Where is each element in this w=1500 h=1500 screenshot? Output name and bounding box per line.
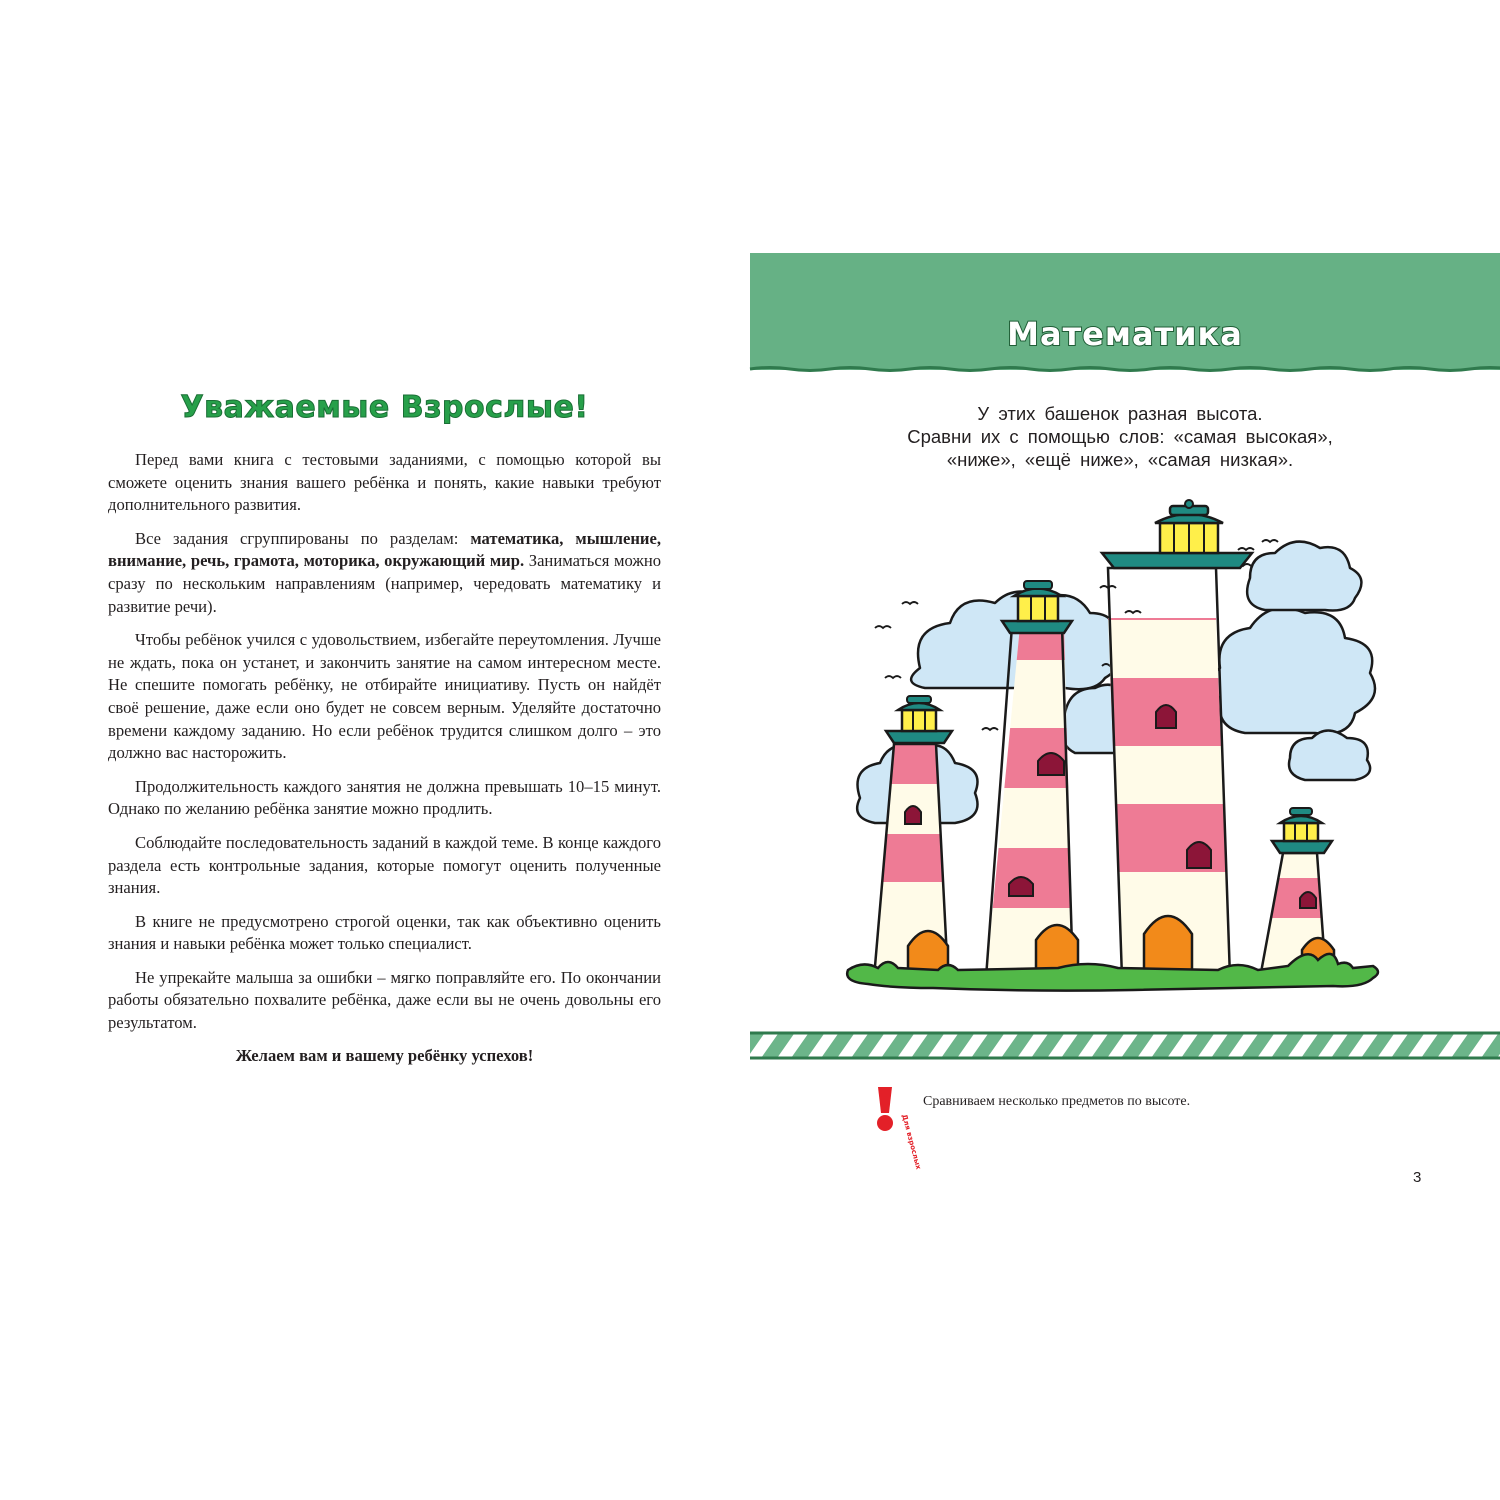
tower-tallest [1100,500,1252,988]
striped-divider [750,1031,1500,1061]
text-run: Не упрекайте малыша за ошибки – мягко поправляйте его. По окончании работы обязательно похвалите ребёнка, даже если вы не очень довольны его результатом. [108,967,661,1033]
intro-text [108,449,661,1035]
intro-paragraph [108,629,661,765]
intro-paragraph [108,911,661,956]
intro-paragraph [108,832,661,900]
text-run: В книге не предусмотрено строгой оценки, так как объективно оценить знания и навыки ребёнка может только специалист. [108,911,661,954]
lighthouses-illustration [840,498,1380,998]
for-adults-icon [872,1085,923,1171]
intro-paragraph [108,776,661,821]
header-wavy-edge [750,366,1500,374]
tower-third [870,696,955,988]
instruction-line: Сравни их с помощью слов: «самая высокая», [907,426,1333,447]
instruction-line: «ниже», «ещё ниже», «самая низкая». [946,449,1294,470]
section-header [750,253,1500,370]
section-title: Математика [1007,315,1243,353]
task-instruction [860,402,1380,471]
cloud [1247,542,1361,611]
cloud [1210,608,1375,734]
intro-paragraph [108,967,661,1035]
closing-wish: Желаем вам и вашему ребёнку успехов! [235,1045,534,1065]
page-number: 3 [1413,1169,1422,1186]
text-run: Перед вами книга с тестовыми заданиями, с помощью которой вы сможете оценить знания вашего ребёнка и понять, какие навыки требуют дополнительного развития. [108,450,661,515]
text-run: Чтобы ребёнок учился с удовольствием, избегайте переутомления. Лучше не ждать, пока он устанет, и закончить занятие на самом интересном месте. Не спешите помогать ребёнку, не отбирайте инициативу. Пусть он найдёт своё решение, даже если оно будет не совсем верным. Уделяйте достаточно времени каждому заданию. Но если ребёнок трудится слишком долго – это должно вас насторожить. [108,630,661,763]
left-page [108,390,661,1066]
bold-text: математика, мышление, внимание, речь, грамота, моторика, окружающий мир. [108,528,661,571]
cloud [1289,731,1370,781]
adult-note: Сравниваем несколько предметов по высоте. [923,1094,1191,1109]
page-title: Уважаемые Взрослые! [180,390,589,425]
text-run: Все задания сгруппированы по разделам: [135,528,471,548]
intro-paragraph [108,449,661,517]
text-run: Продолжительность каждого занятия не должна превышать 10–15 минут. Однако по желанию ребёнка занятие можно продлить. [108,776,661,819]
text-run: Соблюдайте последовательность заданий в каждой теме. В конце каждого раздела есть контрольные задания, которые помогут оценить полученные знания. [108,832,661,898]
text-run: Заниматься можно сразу по нескольким направлениям (например, чередовать математику и развитие речи). [108,551,661,616]
badge-label: Для взрослых [900,1113,923,1171]
intro-paragraph [108,528,661,618]
instruction-line: У этих башенок разная высота. [977,403,1263,424]
